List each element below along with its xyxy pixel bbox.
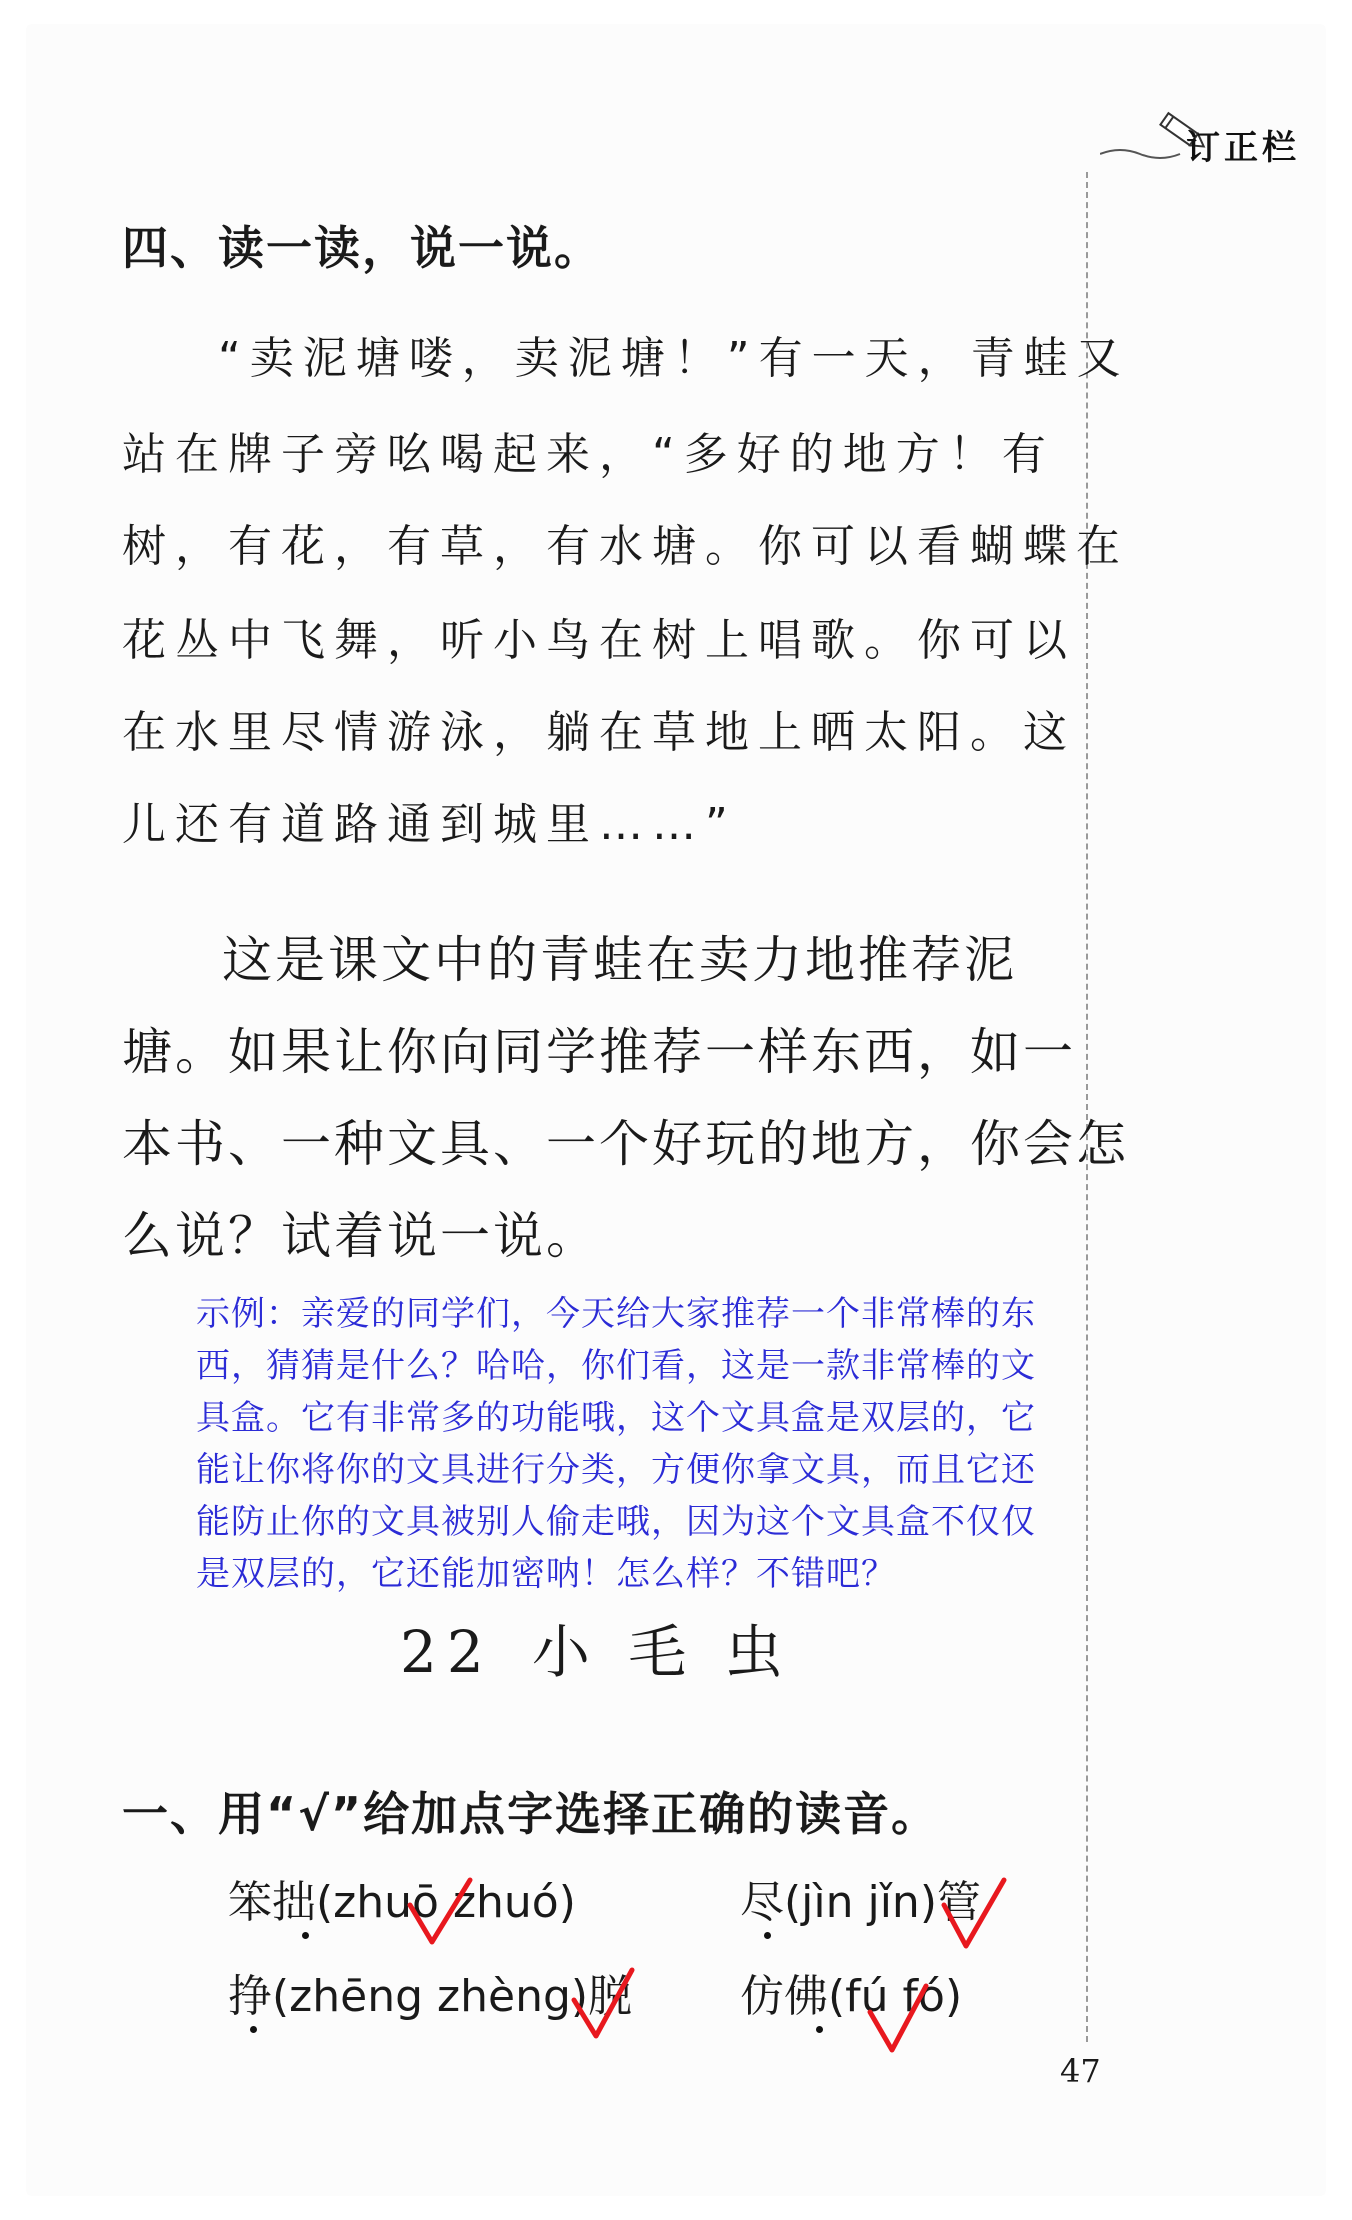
story-line: 花丛中飞舞，听小鸟在树上唱歌。你可以 bbox=[122, 615, 1076, 666]
exercise-1-title: 一、用“√”给加点字选择正确的读音。 bbox=[122, 1787, 940, 1841]
story-line: 站在牌子旁吆喝起来，“多好的地方！有 bbox=[122, 429, 1055, 480]
lesson-title bbox=[400, 1605, 793, 1689]
story-line: 树，有花，有草，有水塘。你可以看蝴蝶在 bbox=[122, 521, 1129, 572]
task-line: 这是课文中的青蛙在卖力地推荐泥 bbox=[222, 931, 1017, 989]
emphasis-dot bbox=[250, 2026, 257, 2033]
margin-label: 订正栏 bbox=[1186, 128, 1300, 168]
pinyin-item: 仿佛(fú fó) bbox=[740, 1971, 963, 2022]
emphasis-dot bbox=[302, 1932, 309, 1939]
task-line: 么说？试着说一说。 bbox=[122, 1207, 599, 1265]
page-number: 47 bbox=[1060, 2052, 1101, 2090]
story-line: 在水里尽情游泳，躺在草地上晒太阳。这 bbox=[122, 707, 1076, 758]
answer-line: 示例：亲爱的同学们，今天给大家推荐一个非常棒的东 bbox=[196, 1294, 1036, 1334]
emphasis-dot bbox=[764, 1932, 771, 1939]
story-line: “卖泥塘喽，卖泥塘！”有一天，青蛙又 bbox=[218, 333, 1130, 384]
margin-divider bbox=[1086, 172, 1088, 2042]
section-4-title: 四、读一读，说一说。 bbox=[122, 221, 602, 275]
answer-line: 是双层的，它还能加密呐！怎么样？不错吧？ bbox=[196, 1554, 896, 1594]
lesson-number: 22 bbox=[400, 1618, 494, 1686]
story-line: 儿还有道路通到城里……” bbox=[122, 799, 737, 850]
task-line: 塘。如果让你向同学推荐一样东西，如一 bbox=[122, 1023, 1076, 1081]
answer-line: 具盒。它有非常多的功能哦，这个文具盒是双层的，它 bbox=[196, 1398, 1036, 1438]
answer-line: 能让你将你的文具进行分类，方便你拿文具，而且它还 bbox=[196, 1450, 1036, 1490]
task-line: 本书、一种文具、一个好玩的地方，你会怎 bbox=[122, 1115, 1129, 1173]
pinyin-item: 尽(jìn jǐn)管 bbox=[740, 1877, 981, 1928]
lesson-name: 小 毛 虫 bbox=[531, 1618, 793, 1686]
answer-line: 能防止你的文具被别人偷走哦，因为这个文具盒不仅仅 bbox=[196, 1502, 1036, 1542]
pinyin-item: 挣(zhēng zhèng)脱 bbox=[228, 1971, 633, 2022]
emphasis-dot bbox=[816, 2026, 823, 2033]
pinyin-item: 笨拙(zhuō zhuó) bbox=[228, 1877, 576, 1928]
answer-line: 西，猜猜是什么？哈哈，你们看，这是一款非常棒的文 bbox=[196, 1346, 1036, 1386]
